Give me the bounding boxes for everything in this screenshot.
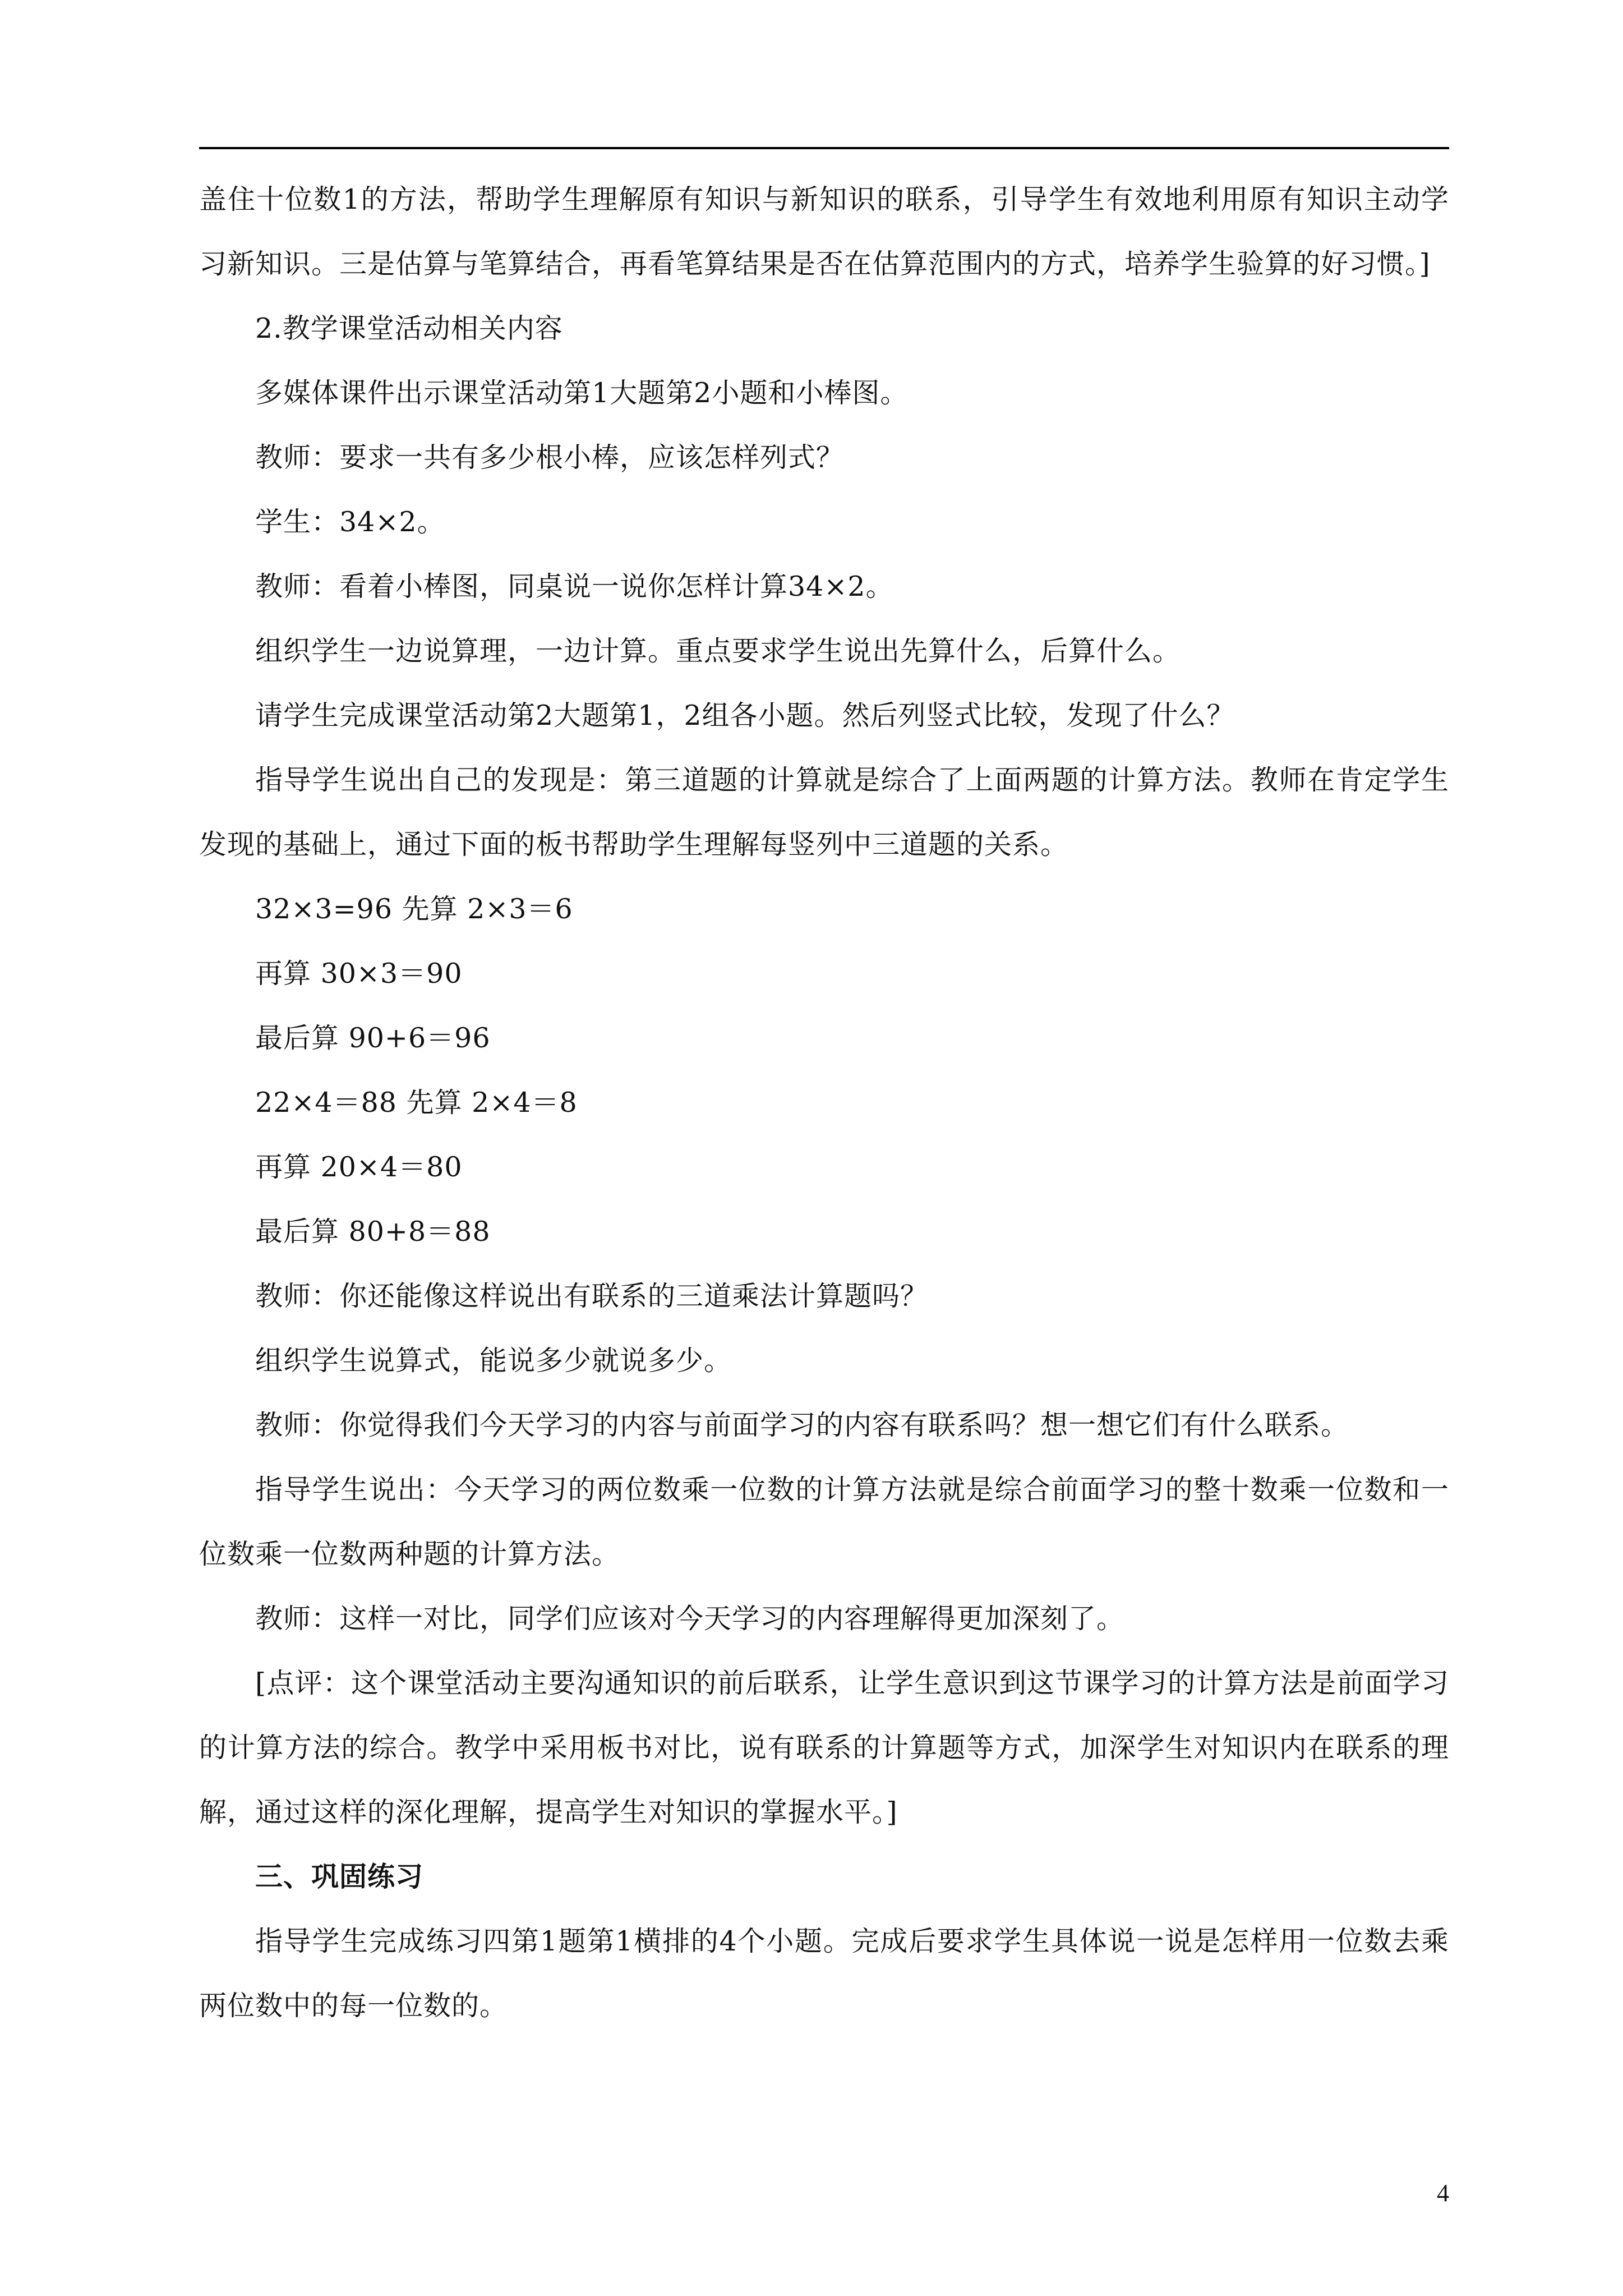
paragraph: 请学生完成课堂活动第2大题第1，2组各小题。然后列竖式比较，发现了什么？ <box>255 700 1235 731</box>
equation-line: 再算 20×4＝80 <box>255 1151 463 1183</box>
body-text <box>199 167 1449 2038</box>
paragraph: 指导学生完成练习四第1题第1横排的4个小题。完成后要求学生具体说一说是怎样用一位数去乘两位数中的每一位数的。 <box>199 1925 1449 2022</box>
section-subtitle: 2.教学课堂活动相关内容 <box>255 312 563 344</box>
paragraph: 教师：看着小棒图，同桌说一说你怎样计算34×2。 <box>255 570 894 602</box>
equation-line: 再算 30×3＝90 <box>255 958 463 990</box>
paragraph: 组织学生一边说算理，一边计算。重点要求学生说出先算什么，后算什么。 <box>255 635 1181 667</box>
paragraph: 学生：34×2。 <box>255 506 445 538</box>
header-rule <box>199 147 1449 149</box>
equation-line: 22×4＝88 先算 2×4＝8 <box>255 1087 578 1119</box>
equation-line: 32×3=96 先算 2×3＝6 <box>255 893 573 925</box>
paragraph: 教师：要求一共有多少根小棒，应该怎样列式？ <box>255 441 845 473</box>
paragraph: 教师：这样一对比，同学们应该对今天学习的内容理解得更加深刻了。 <box>255 1603 1125 1635</box>
equation-line: 最后算 90+6＝96 <box>255 1022 491 1054</box>
paragraph: 组织学生说算式，能说多少就说多少。 <box>255 1345 732 1377</box>
equation-line: 最后算 80+8＝88 <box>255 1216 491 1248</box>
section-heading: 三、巩固练习 <box>255 1861 424 1893</box>
paragraph: 指导学生说出自己的发现是：第三道题的计算就是综合了上面两题的计算方法。教师在肯定学生发现的基础上，通过下面的板书帮助学生理解每竖列中三道题的关系。 <box>199 764 1449 861</box>
paragraph: 教师：你觉得我们今天学习的内容与前面学习的内容有联系吗？想一想它们有什么联系。 <box>255 1409 1349 1441</box>
paragraph: 多媒体课件出示课堂活动第1大题第2小题和小棒图。 <box>255 377 909 409</box>
commentary-paragraph: [点评：这个课堂活动主要沟通知识的前后联系，让学生意识到这节课学习的计算方法是前面学习的计算方法的综合。教学中采用板书对比，说有联系的计算题等方式，加深学生对知识内在联系的理解，通过这样的深化理解，提高学生对知识的掌握水平。] <box>199 1667 1449 1828</box>
page-number: 4 <box>1437 2179 1449 2207</box>
paragraph: 教师：你还能像这样说出有联系的三道乘法计算题吗？ <box>255 1280 929 1312</box>
paragraph: 指导学生说出：今天学习的两位数乘一位数的计算方法就是综合前面学习的整十数乘一位数和一位数乘一位数两种题的计算方法。 <box>199 1474 1449 1570</box>
paragraph: 盖住十位数1的方法，帮助学生理解原有知识与新知识的联系，引导学生有效地利用原有知识主动学习新知识。三是估算与笔算结合，再看笔算结果是否在估算范围内的方式，培养学生验算的好习惯。] <box>199 183 1449 280</box>
